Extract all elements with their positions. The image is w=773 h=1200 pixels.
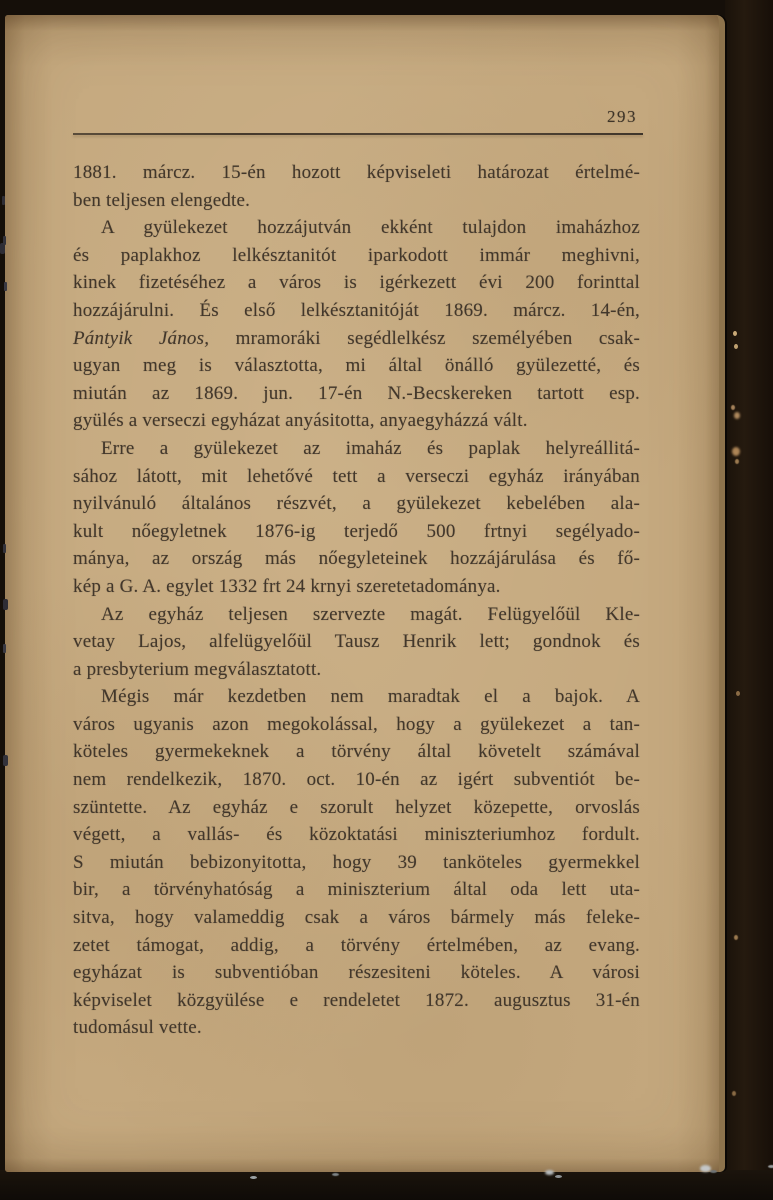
text-line	[73, 601, 640, 629]
italic-text-segment: Pántyik János,	[73, 327, 210, 349]
text-segment: 1881. márcz. 15-én hozott képviseleti határozat értelmé-	[73, 162, 640, 183]
text-segment: gyülés a verseczi egyházat anyásitotta, anyaegyházzá vált.	[73, 410, 528, 432]
text-line	[73, 325, 640, 353]
text-line	[73, 545, 640, 573]
text-line	[73, 187, 640, 215]
text-segment: és paplakhoz lelkésztanitót iparkodott immár meghivni,	[73, 244, 640, 266]
text-segment: végett, a vallás- és közoktatási miniszteriumhoz fordult.	[73, 824, 640, 846]
text-segment: ugyan meg is választotta, mi által önálló gyülezetté, és	[73, 355, 640, 377]
text-segment: egyházat is subventióban részesiteni köteles. A városi	[73, 962, 640, 984]
text-segment: vetay Lajos, alfelügyelőül Tausz Henrik lett; gondnok és	[73, 631, 640, 653]
text-segment: miután az 1869. jun. 17-én N.-Becskereken tartott esp.	[73, 382, 640, 404]
text-line	[73, 242, 640, 270]
text-line	[73, 738, 640, 766]
margin-ink-marks	[2, 196, 5, 205]
text-segment: Az egyház teljesen szervezte magát. Felügyelőül Kle-	[101, 603, 640, 625]
text-line	[73, 297, 640, 325]
text-segment: S miután bebizonyitotta, hogy 39 tanköteles gyermekkel	[73, 851, 640, 873]
text-segment: bir, a törvényhatóság a miniszterium által oda lett uta-	[73, 879, 640, 901]
text-line	[73, 766, 640, 794]
text-line	[73, 959, 640, 987]
text-segment: kinek fizetéséhez a város is igérkezett évi 200 forinttal	[73, 272, 640, 294]
text-segment: Mégis már kezdetben nem maradtak el a bajok. A	[101, 686, 640, 708]
text-line	[73, 849, 640, 877]
text-line	[73, 656, 640, 684]
text-line	[73, 876, 640, 904]
text-segment: kép a G. A. egylet 1332 frt 24 krnyi szeretetadománya.	[73, 575, 501, 597]
page-text	[73, 159, 640, 1042]
text-line	[73, 987, 640, 1015]
text-line	[73, 269, 640, 297]
book-page	[5, 15, 725, 1172]
text-line	[73, 573, 640, 601]
dust-specks-bottom	[250, 1176, 257, 1179]
text-line	[73, 159, 640, 187]
text-segment: a presbyterium megválasztatott.	[73, 658, 322, 680]
text-line	[73, 407, 640, 435]
text-segment: kult nőegyletnek 1876-ig terjedő 500 frtnyi segélyado-	[73, 520, 640, 542]
text-segment: köteles gyermekeknek a törvény által követelt számával	[73, 741, 640, 763]
text-segment: zetet támogat, addig, a törvény értelmében, az evang.	[73, 934, 640, 956]
paragraph	[73, 214, 640, 435]
paragraph	[73, 159, 640, 214]
text-line	[73, 821, 640, 849]
text-line	[73, 683, 640, 711]
text-segment: képviselet közgyülése e rendeletet 1872. augusztus 31-én	[73, 989, 640, 1011]
text-line	[73, 463, 640, 491]
text-line	[73, 490, 640, 518]
header-rule	[73, 133, 643, 135]
paragraph	[73, 601, 640, 684]
text-segment: Erre a gyülekezet az imaház és paplak helyreállitá-	[101, 437, 640, 459]
text-line	[73, 380, 640, 408]
text-line	[73, 435, 640, 463]
text-segment: tudomásul vette.	[73, 1017, 202, 1039]
book-cover-edge-bottom	[0, 1170, 773, 1200]
text-segment: sához látott, mit lehetővé tett a verseczi egyház irányában	[73, 465, 640, 487]
text-segment: nyilvánuló általános részvét, a gyülekezet kebelében ala-	[73, 493, 640, 515]
page-number: 293	[607, 107, 637, 126]
text-segment: hozzájárulni. És első lelkésztanitóját 1869. márcz. 14-én,	[73, 299, 640, 321]
text-line	[73, 1014, 640, 1042]
text-line	[73, 794, 640, 822]
text-segment: város ugyanis azon megokolással, hogy a gyülekezet a tan-	[73, 713, 640, 735]
text-line	[73, 711, 640, 739]
text-segment: mánya, az ország más nőegyleteinek hozzájárulása és fő-	[73, 548, 640, 570]
text-segment: mramoráki segédlelkész személyében csak-	[209, 327, 640, 349]
paragraph	[73, 683, 640, 1042]
text-line	[73, 628, 640, 656]
text-line	[73, 352, 640, 380]
text-segment: szüntette. Az egyház e szorult helyzet közepette, orvoslás	[73, 796, 640, 818]
text-segment: sitva, hogy valameddig csak a város bármely más feleke-	[73, 907, 640, 929]
text-line	[73, 214, 640, 242]
text-line	[73, 904, 640, 932]
dust-specks-right	[733, 331, 737, 336]
paragraph	[73, 435, 640, 601]
text-segment: A gyülekezet hozzájutván ekként tulajdon imaházhoz	[101, 217, 640, 239]
text-line	[73, 932, 640, 960]
text-line	[73, 518, 640, 546]
text-segment: ben teljesen elengedte.	[73, 189, 251, 211]
text-segment: nem rendelkezik, 1870. oct. 10-én az igért subventiót be-	[73, 769, 640, 791]
book-cover-edge-right	[725, 0, 773, 1200]
